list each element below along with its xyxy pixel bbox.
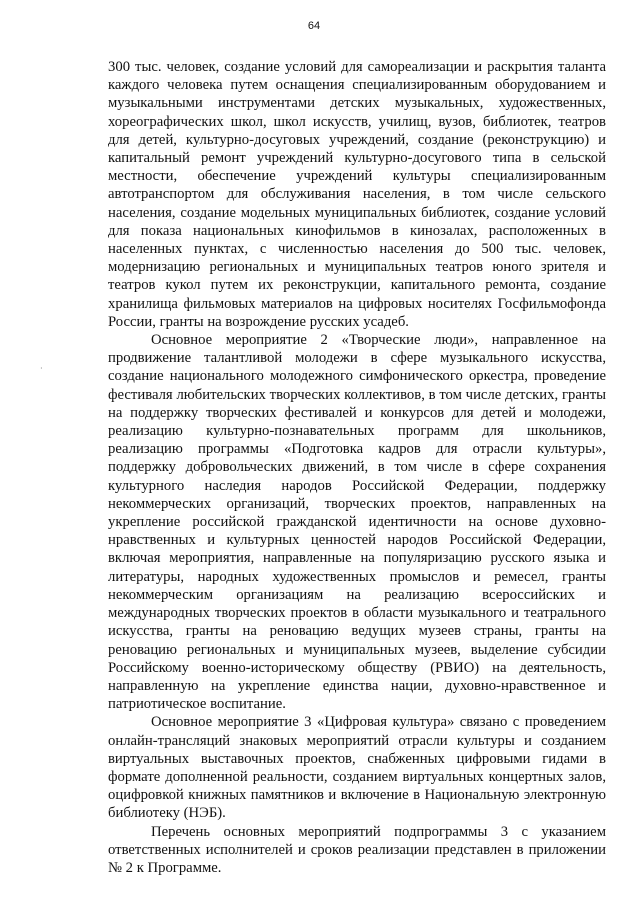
paragraph-creative-people: Основное мероприятие 2 «Творческие люди», направленное на продвижение талантливой молодежи в сфере музыкального искусства, создание национального молодежного симфонического оркестра, проведение фестиваля любительских творческих коллективов, в том числе детских, гранты на поддержку творческих фестивалей и конкурсов для детей и молодежи, реализацию культурно-познавательных программ для школьников, реализацию программы «Подготовка кадров для отрасли культуры», поддержку добровольческих движений, в том числе в сфере сохранения культурного наследия народов Российской Федерации, поддержку некоммерческих организаций, творческих проектов, направленных на укрепление российской гражданской идентичности на основе духовно-нравственных и культурных ценностей народов Российской Федерации, включая мероприятия, направленные на популяризацию русского языка и литературы, народных художественных промыслов и ремесел, гранты некоммерческим организациям на реализацию всероссийских и международных творческих проектов в области музыкального и театрального искусства, гранты на реновацию ведущих музеев страны, гранты на реновацию региональных и муниципальных музеев, выделение субсидии Российскому военно-историческому обществу (РВИО) на деятельность, направленную на укрепление единства нации, духовно-нравственное и патриотическое воспитание. bbox=[108, 332, 606, 713]
paragraph-digital-culture: Основное мероприятие 3 «Цифровая культура» связано с проведением онлайн-трансляций знаковых мероприятий отрасли культуры и созданием виртуальных выставочных проектов, снабженных цифровыми гидами в формате дополненной реальности, созданием виртуальных концертных залов, оцифровкой книжных памятников и включение в Национальную электронную библиотеку (НЭБ). bbox=[108, 714, 606, 822]
page-number: 64 bbox=[307, 20, 321, 32]
margin-mark: · bbox=[40, 364, 43, 373]
paragraph-activities-list: Перечень основных мероприятий подпрограммы 3 с указанием ответственных исполнителей и сроков реализации представлен в приложении № 2 к Программе. bbox=[108, 823, 606, 876]
body-text bbox=[108, 58, 606, 877]
paragraph-continuation: 300 тыс. человек, создание условий для самореализации и раскрытия таланта каждого человека путем оснащения специализированным оборудованием и музыкальными инструментами детских музыкальных, художественных, хореографических школ, школ искусств, училищ, вузов, библиотек, театров для детей, культурно-досуговых учреждений, создание (реконструкцию) и капитальный ремонт учреждений культурно-досугового типа в сельской местности, обеспечение учреждений культуры специализированным автотранспортом для обслуживания населения, в том числе сельского населения, создание модельных муниципальных библиотек, создание условий для показа национальных кинофильмов в кинозалах, расположенных в населенных пунктах, с численностью населения до 500 тыс. человек, модернизацию региональных и муниципальных театров юного зрителя и театров кукол путем их реконструкции, капитального ремонта, создание хранилища фильмовых материалов на цифровых носителях Госфильмофонда России, гранты на возрождение русских усадеб. bbox=[108, 59, 606, 330]
